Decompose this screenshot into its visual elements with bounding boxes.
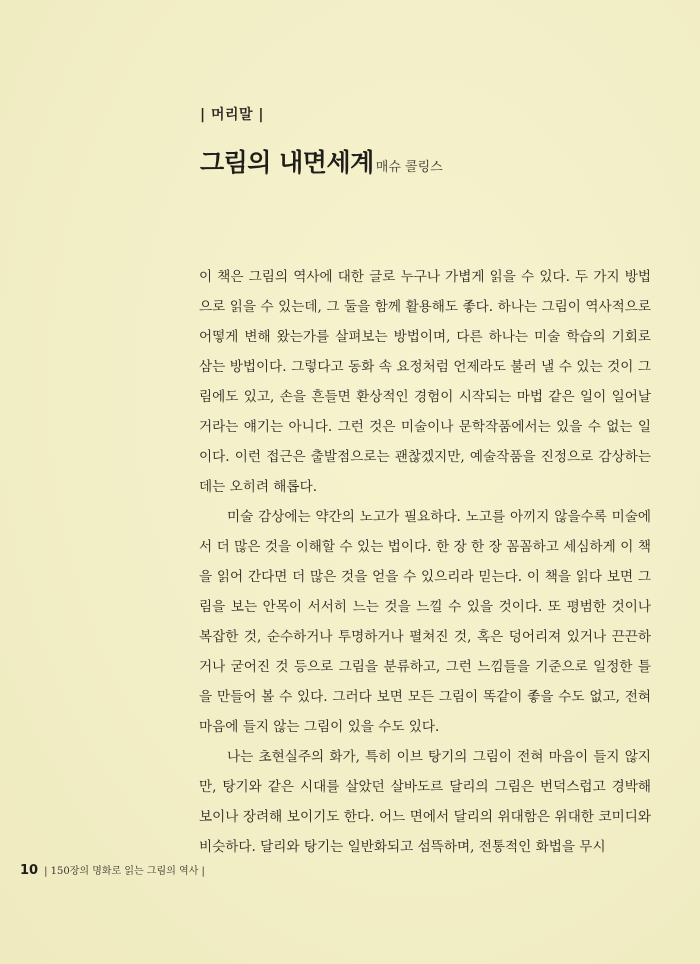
running-title: | 150장의 명화로 읽는 그림의 역사 |	[44, 866, 205, 877]
page-title: 그림의 내면세계	[200, 148, 374, 177]
body-text	[199, 262, 651, 862]
author-name: 매슈 콜링스	[375, 160, 443, 175]
paragraph: 이 책은 그림의 역사에 대한 글로 누구나 가볍게 읽을 수 있다. 두 가지 방법으로 읽을 수 있는데, 그 둘을 함께 활용해도 좋다. 하나는 그림이 역사적으로 어떻게 변해 왔는가를 살펴보는 방법이며, 다른 하나는 미술 학습의 기회로 삼는 방법이다. 그렇다고 동화 속 요정처럼 언제라도 불러 낼 수 있는 것이 그림에도 있고, 손을 흔들면 환상적인 경험이 시작되는 마법 같은 일이 일어날 거라는 얘기는 아니다. 그런 것은 미술이나 문학작품에서는 있을 수 없는 일이다. 이런 접근은 출발점으로는 괜찮겠지만, 예술작품을 진정으로 감상하는 데는 오히려 해롭다.	[199, 269, 651, 495]
page-footer	[20, 862, 205, 878]
page-number: 10	[20, 863, 39, 878]
section-label: | 머리말 |	[200, 107, 265, 123]
title-row	[200, 143, 443, 179]
paragraph: 미술 감상에는 약간의 노고가 필요하다. 노고를 아끼지 않을수록 미술에서 더 많은 것을 이해할 수 있는 법이다. 한 장 한 장 꼼꼼하고 세심하게 이 책을 읽어 간다면 더 많은 것을 얻을 수 있으리라 믿는다. 이 책을 읽다 보면 그림을 보는 안목이 서서히 느는 것을 느낄 수 있을 것이다. 또 평범한 것이나 복잡한 것, 순수하거나 투명하거나 펼쳐진 것, 혹은 덩어리져 있거나 끈끈하거나 굳어진 것 등으로 그림을 분류하고, 그런 느낌들을 기준으로 일정한 틀을 만들어 볼 수 있다. 그러다 보면 모든 그림이 똑같이 좋을 수도 없고, 전혀 마음에 들지 않는 그림이 있을 수도 있다.	[199, 509, 651, 735]
paragraph: 나는 초현실주의 화가, 특히 이브 탕기의 그림이 전혀 마음이 들지 않지만, 탕기와 같은 시대를 살았던 살바도르 달리의 그림은 번덕스럽고 경박해 보이나 장려해 보이기도 한다. 어느 면에서 달리의 위대함은 위대한 코미디와 비슷하다. 달리와 탕기는 일반화되고 섬뜩하며, 전통적인 화법을 무시	[199, 749, 651, 855]
